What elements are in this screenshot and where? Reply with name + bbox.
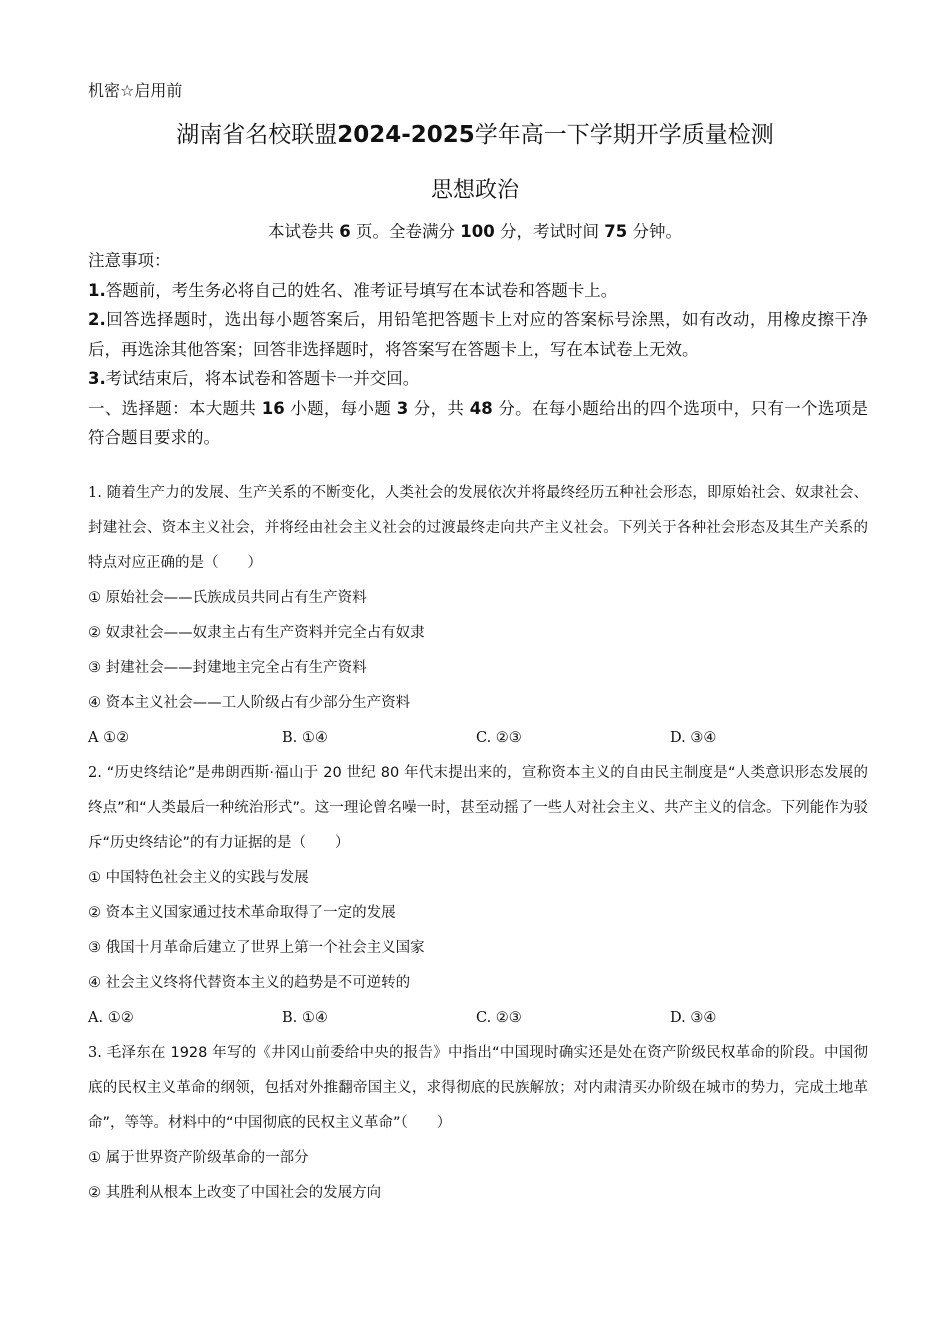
section-count: 16	[261, 398, 285, 418]
question-2-stem	[88, 756, 868, 861]
statement: ② 其胜利从根本上改变了中国社会的发展方向	[88, 1185, 382, 1201]
question-text: 毛泽东在 1928 年写的《井冈山前委给中央的报告》中指出“中国现时确实还是处在资产阶级民权革命的阶段。中国彻底的民权主义革命的纲领，包括对外推翻帝国主义，求得彻底的民族解放；对内肃清买办阶级在城市的势力，完成土地革命”，等等。材料中的“中国彻底的民权主义革命”（ ）	[88, 1045, 868, 1131]
info-pages: 6	[339, 222, 351, 241]
section-heading	[88, 394, 868, 453]
note-text: 回答选择题时，选出每小题答案后，用铅笔把答题卡上对应的答案标号涂黑，如有改动，用橡皮擦干净后，再选涂其他答案；回答非选择题时，将答案写在答题卡上，写在本试卷上无效。	[88, 310, 868, 359]
question-number: 1.	[88, 485, 102, 501]
note-item-1	[88, 276, 868, 306]
statement: ② 奴隶社会——奴隶主占有生产资料并完全占有奴隶	[88, 625, 425, 641]
exam-info	[0, 218, 950, 242]
question-text: 随着生产力的发展、生产关系的不断变化，人类社会的发展依次并将最终经历五种社会形态，即原始社会、奴隶社会、封建社会、资本主义社会，并将经由社会主义社会的过渡最终走向共产主义社会。下列关于各种社会形态及其生产关系的特点对应正确的是（ ）	[88, 485, 869, 571]
statement: ④ 资本主义社会——工人阶级占有少部分生产资料	[88, 695, 411, 711]
info-score: 100	[460, 222, 495, 241]
question-3-stem	[88, 1036, 868, 1141]
option-a[interactable]: A ①②	[88, 730, 130, 746]
option-c[interactable]: C. ②③	[476, 1010, 522, 1026]
notes-block	[88, 246, 868, 453]
questions-block	[88, 476, 868, 1211]
option-a[interactable]: A. ①②	[88, 1010, 134, 1026]
section-text-3: 分，共	[413, 398, 465, 418]
statement: ① 中国特色社会主义的实践与发展	[88, 870, 309, 886]
confidential-label: 机密☆启用前	[88, 81, 183, 100]
section-total: 48	[469, 398, 493, 418]
info-text-1: 本试卷共	[268, 222, 335, 241]
question-1-options	[88, 721, 868, 756]
statement: ② 资本主义国家通过技术革命取得了一定的发展	[88, 905, 396, 921]
section-points: 3	[396, 398, 409, 418]
title-part-c: 学年高一下学期开学质量检测	[474, 122, 774, 148]
question-2-options	[88, 1001, 868, 1036]
note-text: 考试结束后，将本试卷和答题卡一并交回。	[105, 369, 420, 388]
question-number: 3.	[88, 1045, 102, 1061]
info-time: 75	[604, 222, 628, 241]
note-number: 2.	[88, 310, 106, 329]
option-c[interactable]: C. ②③	[476, 730, 522, 746]
info-text-4: 分钟。	[632, 222, 682, 241]
statement: ① 原始社会——氏族成员共同占有生产资料	[88, 590, 367, 606]
statement: ③ 俄国十月革命后建立了世界上第一个社会主义国家	[88, 940, 425, 956]
question-number: 2.	[88, 765, 102, 781]
exam-title	[0, 116, 950, 149]
note-number: 1.	[88, 280, 106, 300]
statement: ④ 社会主义终将代替资本主义的趋势是不可逆转的	[88, 975, 411, 991]
option-b[interactable]: B. ①④	[282, 730, 328, 746]
section-text-4: 分。在每小题给出的四个选项中，只有一个选项是符合题目要求的。	[88, 398, 868, 447]
note-number: 3.	[88, 369, 106, 388]
note-text: 答题前，考生务必将自己的姓名、准考证号填写在本试卷和答题卡上。	[105, 280, 618, 300]
option-b[interactable]: B. ①④	[282, 1010, 328, 1026]
question-1-stem	[88, 476, 868, 581]
note-item-2	[88, 305, 868, 364]
statement: ① 属于世界资产阶级革命的一部分	[88, 1150, 309, 1166]
question-text: “历史终结论”是弗朗西斯·福山于 20 世纪 80 年代末提出来的，宣称资本主义的自由民主制度是“人类意识形态发展的终点”和“人类最后一种统治形式”。这一理论曾名噪一时，甚至动摇了一些人对社会主义、共产主义的信念。下列能作为驳斥“历史终结论”的有力证据的是（ ）	[88, 765, 869, 851]
section-text-1: 一、选择题：本大题共	[88, 398, 257, 418]
statement: ③ 封建社会——封建地主完全占有生产资料	[88, 660, 367, 676]
notes-heading: 注意事项：	[88, 251, 171, 270]
option-d[interactable]: D. ③④	[670, 730, 717, 746]
info-text-3: 分，考试时间	[499, 222, 599, 241]
title-year: 2024-2025	[337, 122, 475, 148]
section-text-2: 小题，每小题	[290, 398, 392, 418]
note-item-3	[88, 364, 868, 394]
title-part-a: 湖南省名校联盟	[176, 122, 338, 148]
info-text-2: 页。全卷满分	[356, 222, 456, 241]
subject-title: 思想政治	[430, 178, 519, 203]
option-d[interactable]: D. ③④	[670, 1010, 717, 1026]
